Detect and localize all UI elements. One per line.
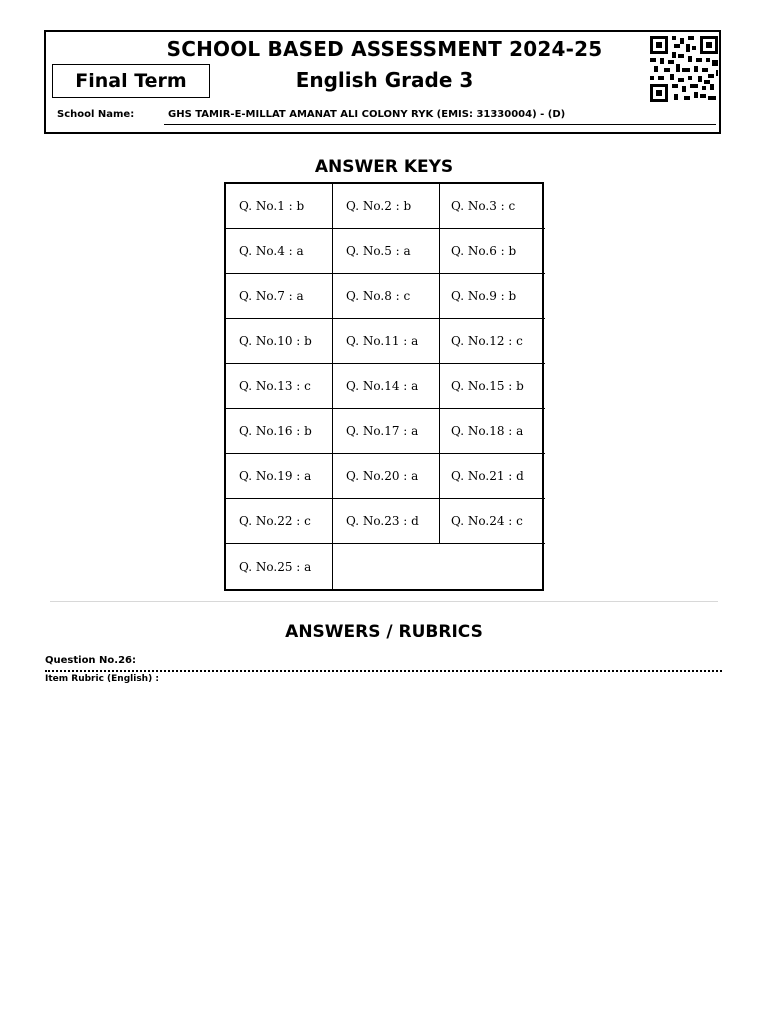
answer-key-cell: Q. No.16 : b	[226, 409, 333, 454]
answer-key-cell: Q. No.22 : c	[226, 499, 333, 544]
section-divider	[50, 601, 718, 602]
answer-key-cell: Q. No.23 : d	[333, 499, 440, 544]
answer-key-cell: Q. No.14 : a	[333, 364, 440, 409]
school-name-label: School Name:	[57, 109, 135, 120]
dotted-separator	[45, 670, 722, 672]
page-title: SCHOOL BASED ASSESSMENT 2024-25	[166, 37, 603, 61]
answer-key-cell: Q. No.19 : a	[226, 454, 333, 499]
answer-key-cell: Q. No.10 : b	[226, 319, 333, 364]
header-box	[44, 30, 721, 134]
answer-key-cell: Q. No.9 : b	[438, 274, 545, 319]
answer-key-cell: Q. No.21 : d	[438, 454, 545, 499]
answer-key-cell: Q. No.12 : c	[438, 319, 545, 364]
answer-key-cell: Q. No.11 : a	[333, 319, 440, 364]
page-subtitle: English Grade 3	[295, 68, 474, 92]
school-name-value: GHS TAMIR-E-MILLAT AMANAT ALI COLONY RYK (EMIS: 31330004) - (D)	[164, 109, 716, 125]
answer-key-cell: Q. No.3 : c	[438, 184, 545, 229]
question-26-label: Question No.26:	[45, 655, 136, 666]
qr-code-icon	[650, 36, 718, 102]
answer-key-cell: Q. No.25 : a	[226, 544, 333, 590]
answers-rubrics-heading: ANSWERS / RUBRICS	[285, 622, 483, 642]
answer-key-cell: Q. No.24 : c	[438, 499, 545, 544]
answer-key-cell: Q. No.17 : a	[333, 409, 440, 454]
answer-key-cell: Q. No.20 : a	[333, 454, 440, 499]
answer-key-cell: Q. No.2 : b	[333, 184, 440, 229]
answer-key-cell: Q. No.8 : c	[333, 274, 440, 319]
answer-key-cell: Q. No.6 : b	[438, 229, 545, 274]
answer-key-cell: Q. No.7 : a	[226, 274, 333, 319]
answer-key-cell: Q. No.13 : c	[226, 364, 333, 409]
answer-keys-heading: ANSWER KEYS	[314, 157, 454, 177]
item-rubric-label: Item Rubric (English) :	[45, 674, 159, 684]
answer-keys-table	[224, 182, 544, 591]
answer-key-cell: Q. No.4 : a	[226, 229, 333, 274]
answer-key-cell: Q. No.5 : a	[333, 229, 440, 274]
answer-key-cell: Q. No.1 : b	[226, 184, 333, 229]
answer-key-cell: Q. No.15 : b	[438, 364, 545, 409]
answer-key-cell: Q. No.18 : a	[438, 409, 545, 454]
term-badge: Final Term	[52, 64, 210, 98]
